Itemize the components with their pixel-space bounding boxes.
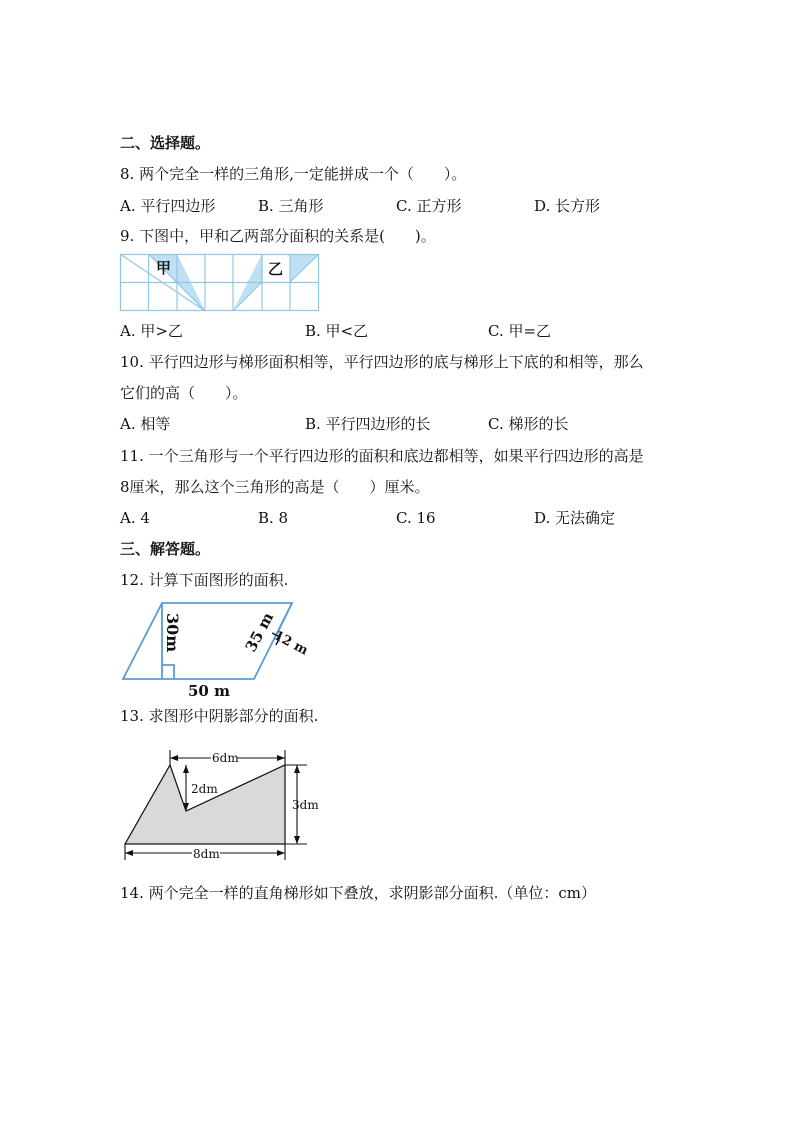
- q12-parallelogram-figure: [120, 600, 310, 700]
- inner-height-label: 2dm: [191, 782, 218, 796]
- yi-label: 乙: [268, 260, 284, 278]
- second-height-label: 12 m: [271, 628, 311, 659]
- q11-option-b: B. 8: [258, 509, 289, 527]
- jia-label: 甲: [156, 259, 172, 277]
- question-13-text: 13. 求图形中阴影部分的面积.: [120, 707, 319, 725]
- q8-option-d: D. 长方形: [534, 197, 601, 215]
- q9-option-c: C. 甲=乙: [488, 322, 552, 340]
- q8-option-c: C. 正方形: [396, 197, 462, 215]
- question-12-text: 12. 计算下面图形的面积.: [120, 571, 289, 589]
- question-11-line1: 11. 一个三角形与一个平行四边形的面积和底边都相等，如果平行四边形的高是: [120, 447, 644, 465]
- q9-grid-figure: [120, 254, 320, 312]
- q11-option-d: D. 无法确定: [534, 509, 616, 527]
- q13-shaded-figure: [120, 748, 330, 868]
- right-height-label: 3dm: [292, 798, 319, 812]
- q10-option-a: A. 相等: [120, 415, 171, 433]
- question-14-text: 14. 两个完全一样的直角梯形如下叠放，求阴影部分面积.（单位：cm）: [120, 884, 597, 902]
- base-label: 50 m: [188, 682, 230, 700]
- q8-option-a: A. 平行四边形: [120, 197, 216, 215]
- q10-option-c: C. 梯形的长: [488, 415, 569, 433]
- top-dimension-label: 6dm: [212, 751, 239, 765]
- q8-option-b: B. 三角形: [258, 197, 324, 215]
- q9-option-b: B. 甲<乙: [305, 322, 369, 340]
- section-heading-solve: 三、解答题。: [120, 540, 211, 558]
- height-label: 30m: [163, 613, 182, 653]
- slant-side-label: 35 m: [241, 609, 278, 655]
- question-10-line1: 10. 平行四边形与梯形面积相等，平行四边形的底与梯形上下底的和相等，那么: [120, 353, 644, 371]
- q11-option-c: C. 16: [396, 509, 436, 527]
- section-heading-choice: 二、选择题。: [120, 134, 211, 152]
- shaded-region: [125, 765, 285, 844]
- q9-option-a: A. 甲>乙: [120, 322, 183, 340]
- q10-option-b: B. 平行四边形的长: [305, 415, 431, 433]
- question-9-text: 9. 下图中，甲和乙两部分面积的关系是( )。: [120, 227, 436, 245]
- q11-option-a: A. 4: [120, 509, 150, 527]
- base-dimension-label: 8dm: [193, 847, 220, 861]
- question-11-line2: 8厘米，那么这个三角形的高是（ ）厘米。: [120, 478, 430, 496]
- question-10-line2: 它们的高（ ）。: [120, 384, 248, 402]
- question-8-text: 8. 两个完全一样的三角形,一定能拼成一个（ ）。: [120, 165, 467, 183]
